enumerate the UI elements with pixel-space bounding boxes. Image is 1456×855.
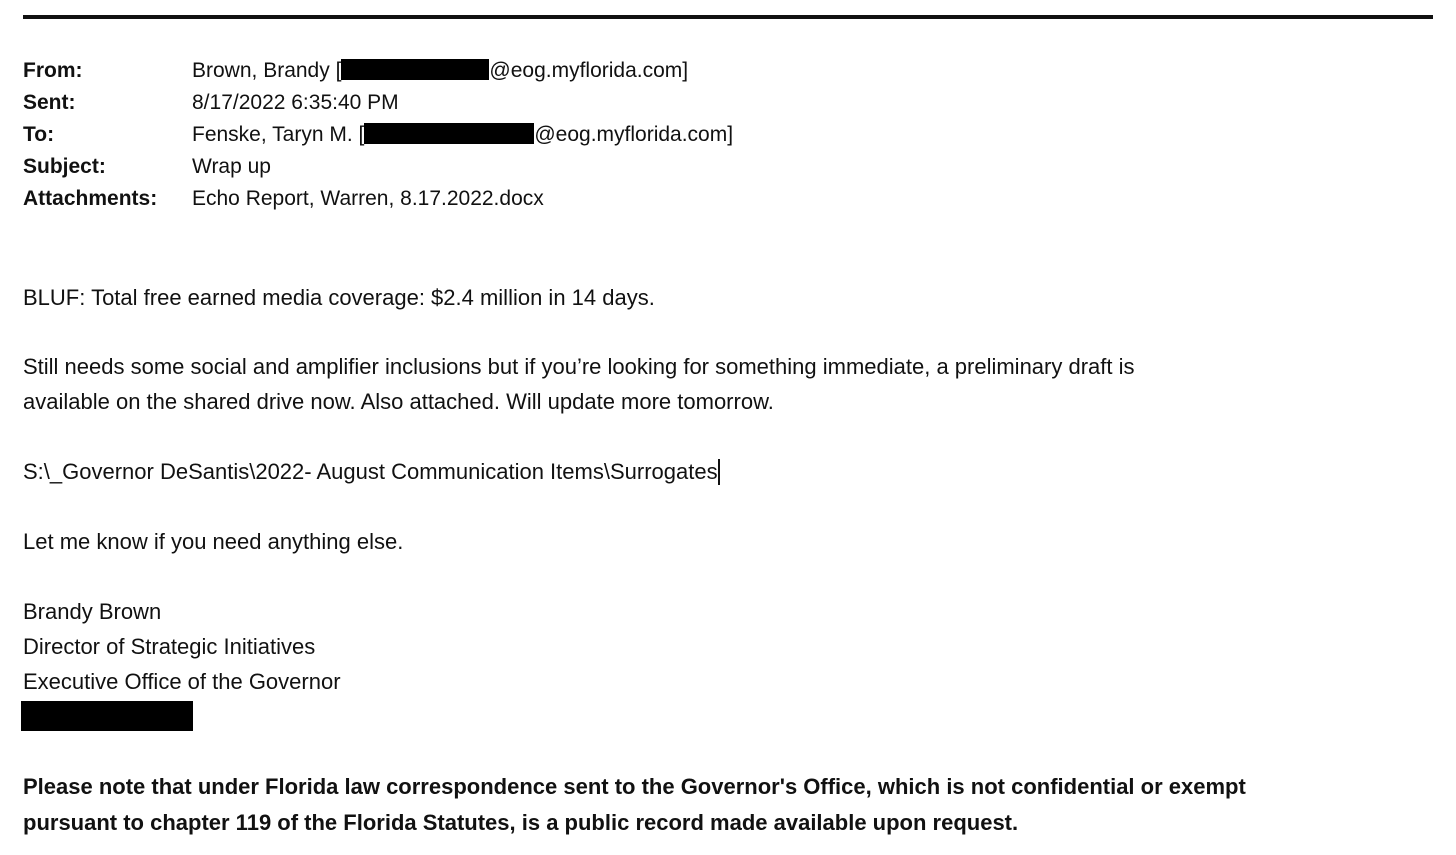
to-name: Fenske, Taryn M. [	[192, 123, 365, 146]
sent-label: Sent:	[23, 91, 76, 114]
redacted-block	[341, 59, 489, 80]
to-row	[23, 119, 733, 151]
redacted-phone-block	[21, 701, 193, 731]
signature-title: Director of Strategic Initiatives	[23, 634, 316, 659]
sent-value: 8/17/2022 6:35:40 PM	[192, 91, 399, 114]
email-header	[23, 55, 733, 215]
signature-block	[23, 594, 341, 699]
sent-row	[23, 87, 733, 119]
status-line-1: Still needs some social and amplifier inclusions but if you’re looking for something immediate, a preliminary draft is	[23, 354, 1135, 379]
notice-line-2: pursuant to chapter 119 of the Florida Statutes, is a public record made available upon request.	[23, 810, 1019, 835]
subject-value: Wrap up	[192, 155, 271, 178]
signature-name: Brandy Brown	[23, 599, 162, 624]
from-domain: @eog.myflorida.com]	[489, 59, 689, 82]
subject-row	[23, 151, 733, 183]
status-paragraph	[23, 349, 1135, 419]
bluf-paragraph: BLUF: Total free earned media coverage: $2.4 million in 14 days.	[23, 285, 655, 310]
from-name: Brown, Brandy [	[192, 59, 342, 82]
shared-drive-path	[23, 454, 720, 489]
attachment-file[interactable]: Echo Report, Warren, 8.17.2022.docx	[192, 187, 544, 210]
text-cursor	[718, 459, 720, 485]
public-records-notice	[23, 769, 1246, 841]
from-value	[192, 55, 688, 87]
to-domain: @eog.myflorida.com]	[534, 123, 734, 146]
signature-office: Executive Office of the Governor	[23, 669, 341, 694]
from-row	[23, 55, 733, 87]
redacted-block	[364, 123, 534, 144]
top-divider	[23, 15, 1433, 19]
from-label: From:	[23, 59, 83, 82]
status-line-2: available on the shared drive now. Also attached. Will update more tomorrow.	[23, 389, 774, 414]
to-label: To:	[23, 123, 55, 146]
subject-label: Subject:	[23, 155, 106, 178]
closing-line: Let me know if you need anything else.	[23, 529, 404, 554]
notice-line-1: Please note that under Florida law correspondence sent to the Governor's Office, which is not confidential or exempt	[23, 774, 1246, 799]
attachments-label: Attachments:	[23, 187, 158, 210]
to-value	[192, 119, 733, 151]
path-text: S:\_Governor DeSantis\2022- August Communication Items\Surrogates	[23, 459, 718, 484]
attachments-row	[23, 183, 733, 215]
